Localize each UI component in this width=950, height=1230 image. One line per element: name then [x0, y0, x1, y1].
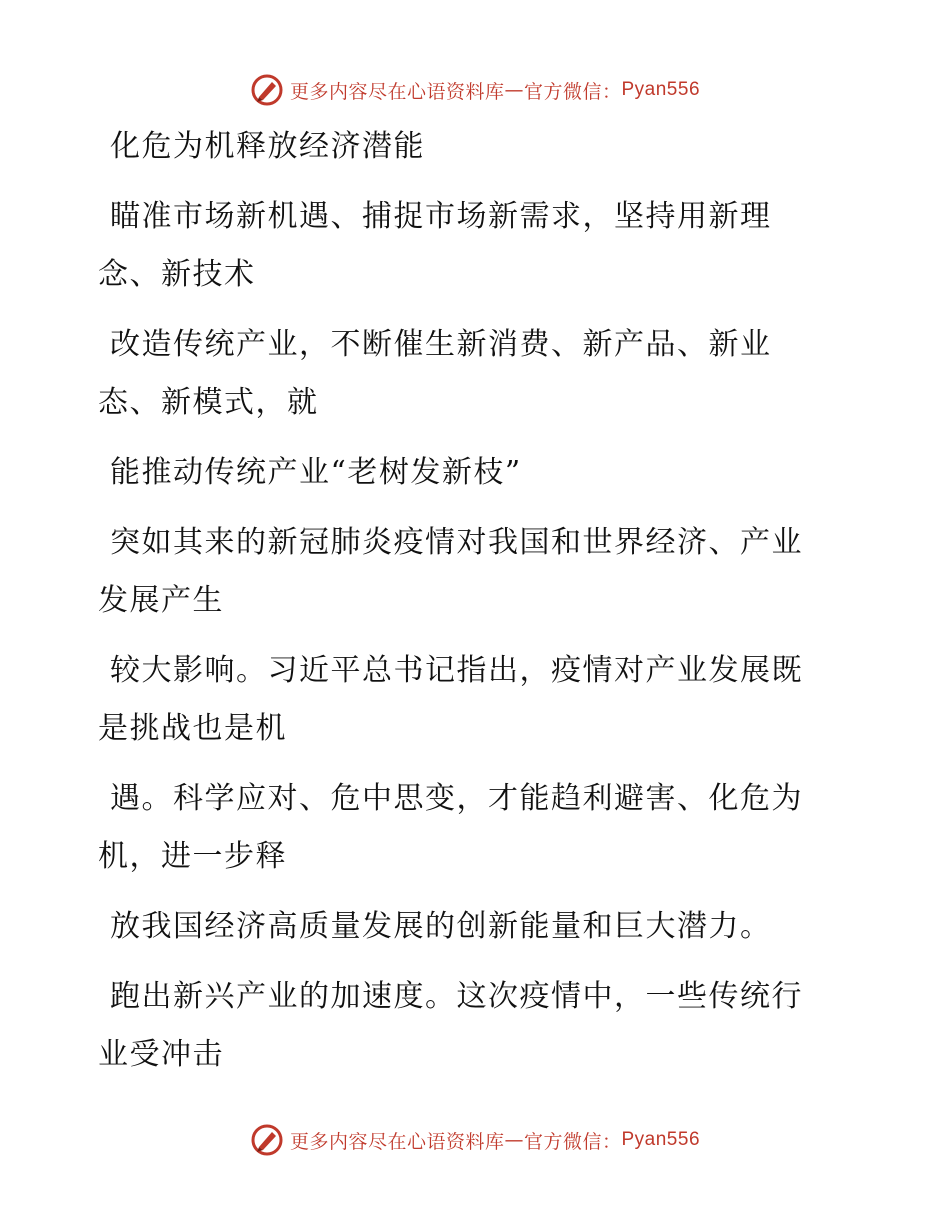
header-text-main: 更多内容尽在心语资料库	[289, 80, 505, 103]
header-dash: —	[504, 79, 524, 101]
footer-banner	[0, 1120, 950, 1160]
footer-text-main: 更多内容尽在心语资料库	[289, 1130, 505, 1153]
document-body	[98, 118, 830, 1096]
footer-text-sub: 官方微信：	[523, 1130, 622, 1153]
header-banner	[0, 70, 950, 110]
paragraph-5: 突如其来的新冠肺炎疫情对我国和世界经济、产业发展产生	[98, 525, 803, 618]
paragraph-7: 遇。科学应对、危中思变，才能趋利避害、化危为机，进一步释	[98, 781, 803, 874]
paragraph-9: 跑出新兴产业的加速度。这次疫情中，一些传统行业受冲击	[98, 979, 803, 1072]
paragraph-1: 化危为机释放经济潜能	[110, 129, 425, 164]
paragraph-4: 能推动传统产业“老树发新枝”	[110, 455, 522, 490]
paragraph-3: 改造传统产业，不断催生新消费、新产品、新业态、新模式，就	[98, 327, 772, 420]
paragraph-8: 放我国经济高质量发展的创新能量和巨大潜力。	[110, 909, 772, 944]
header-wechat-id: Pyan556	[621, 79, 701, 100]
header-text-sub: 官方微信：	[523, 80, 622, 103]
footer-dash: —	[504, 1129, 524, 1151]
pen-logo-icon	[250, 73, 284, 107]
pen-logo-icon	[250, 1123, 284, 1157]
paragraph-2: 瞄准市场新机遇、捕捉市场新需求，坚持用新理念、新技术	[98, 199, 772, 292]
footer-wechat-id: Pyan556	[621, 1129, 701, 1150]
paragraph-6: 较大影响。习近平总书记指出，疫情对产业发展既是挑战也是机	[98, 653, 803, 746]
